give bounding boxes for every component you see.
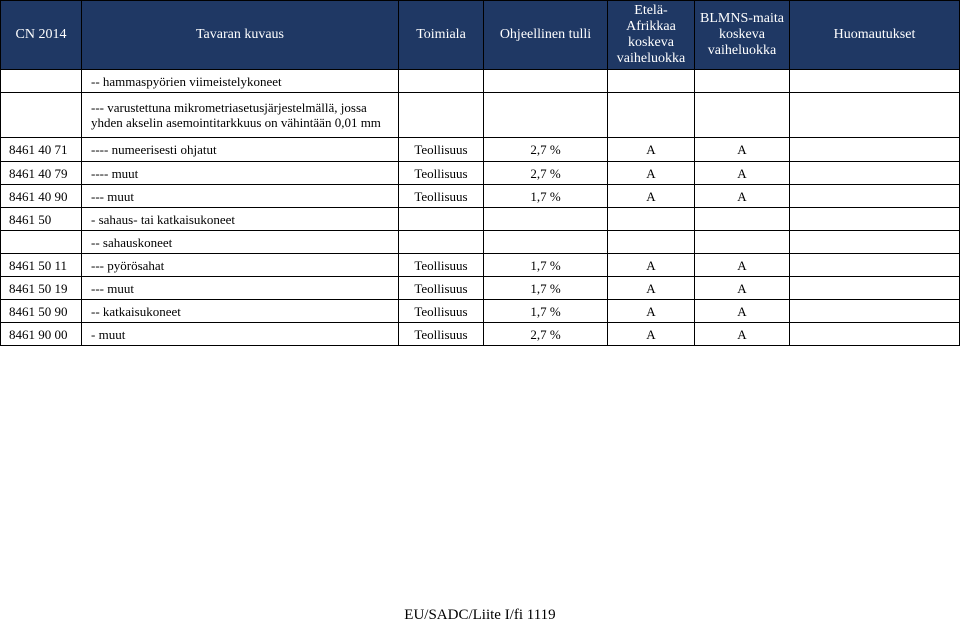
row-description: --- varustettuna mikrometriasetusjärjestelmällä, jossa yhden akselin asemointitarkkuus on vähintään 0,01 mm [82, 93, 399, 138]
row-notes [790, 323, 960, 346]
row-sa-category [608, 208, 695, 231]
row-rate [484, 70, 608, 93]
header-sector: Toimiala [399, 1, 484, 70]
row-cn: 8461 50 11 [1, 254, 82, 277]
table-row [1, 254, 960, 277]
row-sector [399, 93, 484, 138]
row-description: - muut [82, 323, 399, 346]
row-blmns-category [695, 70, 790, 93]
row-cn [1, 93, 82, 138]
header-notes: Huomautukset [790, 1, 960, 70]
row-blmns-category: A [695, 162, 790, 185]
row-rate [484, 208, 608, 231]
header-sa-category-line2: koskeva [628, 35, 674, 50]
header-blmns-category-line2: koskeva [719, 27, 765, 42]
header-row [1, 1, 960, 70]
table-row [1, 138, 960, 162]
row-sa-category: A [608, 300, 695, 323]
row-description: ---- numeerisesti ohjatut [82, 138, 399, 162]
row-sa-category [608, 70, 695, 93]
row-sa-category: A [608, 254, 695, 277]
table-row [1, 93, 960, 138]
header-blmns-category-line3: vaiheluokka [707, 43, 777, 58]
header-sa-category-line1: Etelä-Afrikkaa [626, 3, 676, 34]
row-description: -- katkaisukoneet [82, 300, 399, 323]
row-blmns-category: A [695, 277, 790, 300]
header-sa-category [608, 1, 695, 70]
row-blmns-category [695, 93, 790, 138]
header-cn: CN 2014 [1, 1, 82, 70]
row-blmns-category [695, 208, 790, 231]
row-sector: Teollisuus [399, 162, 484, 185]
row-cn: 8461 40 90 [1, 185, 82, 208]
row-rate [484, 231, 608, 254]
row-blmns-category: A [695, 185, 790, 208]
row-sector: Teollisuus [399, 254, 484, 277]
row-blmns-category [695, 231, 790, 254]
row-sector: Teollisuus [399, 185, 484, 208]
row-sector: Teollisuus [399, 138, 484, 162]
row-blmns-category: A [695, 138, 790, 162]
row-rate: 2,7 % [484, 162, 608, 185]
header-blmns-category [695, 1, 790, 70]
header-base-rate: Ohjeellinen tulli [484, 1, 608, 70]
row-notes [790, 254, 960, 277]
row-notes [790, 185, 960, 208]
row-rate: 1,7 % [484, 277, 608, 300]
row-sa-category: A [608, 162, 695, 185]
header-blmns-category-line1: BLMNS-maita [700, 11, 784, 26]
row-description: --- muut [82, 185, 399, 208]
row-rate: 2,7 % [484, 323, 608, 346]
row-notes [790, 93, 960, 138]
row-description: --- muut [82, 277, 399, 300]
table-row [1, 323, 960, 346]
table-row [1, 231, 960, 254]
row-sa-category: A [608, 138, 695, 162]
row-blmns-category: A [695, 323, 790, 346]
row-sector [399, 70, 484, 93]
document-reference: EU/SADC/Liite I/fi 1119 [404, 607, 556, 623]
row-cn: 8461 50 19 [1, 277, 82, 300]
row-sector [399, 208, 484, 231]
row-description: ---- muut [82, 162, 399, 185]
row-sa-category: A [608, 277, 695, 300]
table-row [1, 185, 960, 208]
row-sa-category: A [608, 185, 695, 208]
header-sa-category-line3: vaiheluokka [616, 51, 686, 66]
row-description: -- sahauskoneet [82, 231, 399, 254]
row-rate: 1,7 % [484, 185, 608, 208]
row-notes [790, 162, 960, 185]
row-description: --- pyörösahat [82, 254, 399, 277]
row-notes [790, 231, 960, 254]
table-row [1, 277, 960, 300]
table-row [1, 70, 960, 93]
header-description: Tavaran kuvaus [82, 1, 399, 70]
row-notes [790, 138, 960, 162]
row-cn [1, 231, 82, 254]
row-rate: 2,7 % [484, 138, 608, 162]
row-cn: 8461 50 [1, 208, 82, 231]
row-description: -- hammaspyörien viimeistelykoneet [82, 70, 399, 93]
row-cn: 8461 50 90 [1, 300, 82, 323]
row-sector: Teollisuus [399, 323, 484, 346]
row-notes [790, 300, 960, 323]
table-body [1, 70, 960, 346]
row-sector [399, 231, 484, 254]
row-sector: Teollisuus [399, 300, 484, 323]
row-sa-category [608, 93, 695, 138]
table-row [1, 208, 960, 231]
row-blmns-category: A [695, 254, 790, 277]
row-rate [484, 93, 608, 138]
row-cn: 8461 40 71 [1, 138, 82, 162]
row-sector: Teollisuus [399, 277, 484, 300]
row-rate: 1,7 % [484, 300, 608, 323]
row-sa-category: A [608, 323, 695, 346]
table-row [1, 300, 960, 323]
row-description: - sahaus- tai katkaisukoneet [82, 208, 399, 231]
row-rate: 1,7 % [484, 254, 608, 277]
row-cn [1, 70, 82, 93]
row-sa-category [608, 231, 695, 254]
row-blmns-category: A [695, 300, 790, 323]
row-notes [790, 70, 960, 93]
table-row [1, 162, 960, 185]
row-notes [790, 277, 960, 300]
row-notes [790, 208, 960, 231]
row-cn: 8461 40 79 [1, 162, 82, 185]
row-cn: 8461 90 00 [1, 323, 82, 346]
